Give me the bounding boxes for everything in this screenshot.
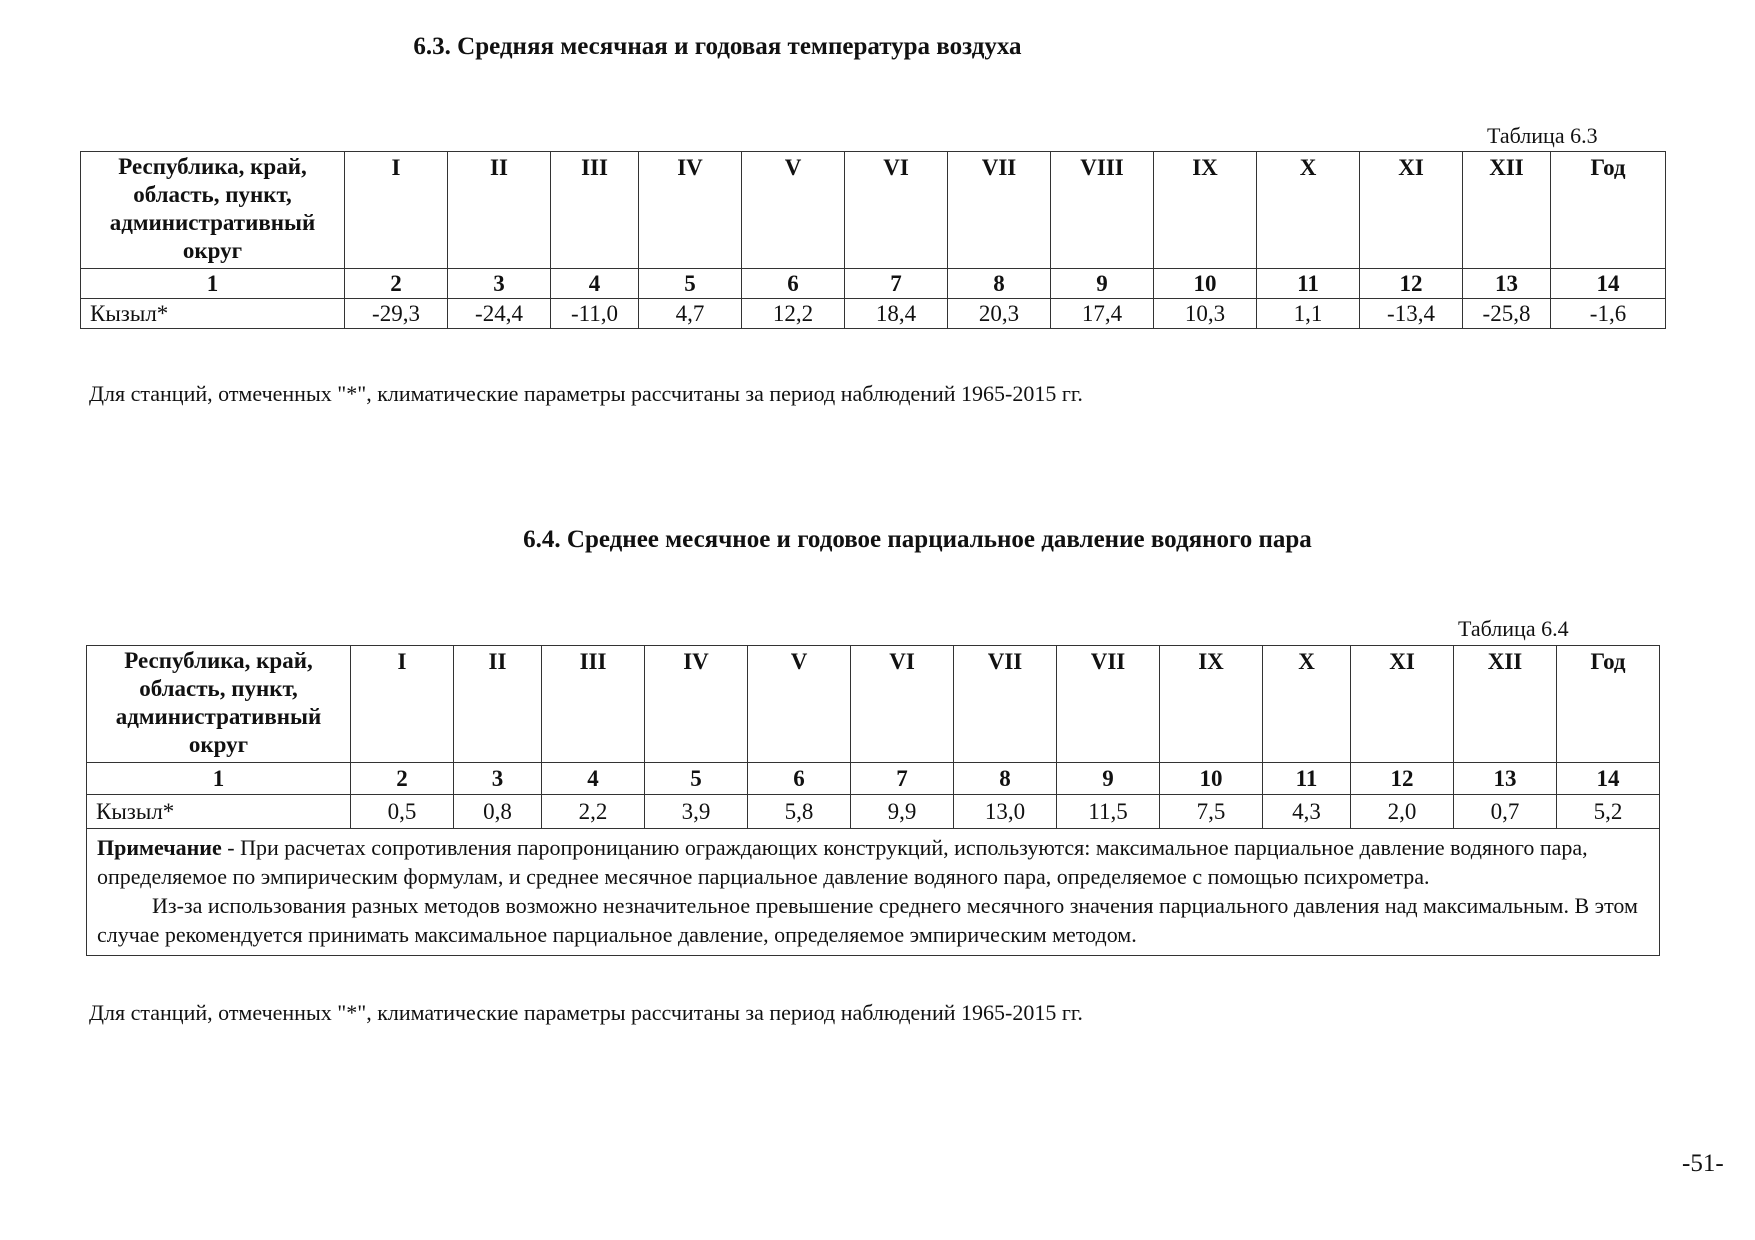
column-number: 1 [81,269,345,299]
table-row [81,299,1666,329]
month-header: VII [1057,646,1160,763]
column-number: 11 [1263,763,1351,795]
column-number: 11 [1257,269,1360,299]
table-cell: -11,0 [551,299,639,329]
table-cell: 4,7 [639,299,742,329]
table-6-3-header-row [81,152,1666,269]
table-cell: 3,9 [645,795,748,829]
region-header: Республика, край, область, пункт, административный округ [87,646,351,763]
table-cell: -13,4 [1360,299,1463,329]
column-number: 14 [1551,269,1666,299]
month-header: XII [1463,152,1551,269]
table-6-4 [86,645,1660,956]
column-number: 2 [345,269,448,299]
table-6-3 [80,151,1666,329]
column-number: 7 [851,763,954,795]
column-number: 4 [551,269,639,299]
column-number: 7 [845,269,948,299]
table-cell: 11,5 [1057,795,1160,829]
month-header: XII [1454,646,1557,763]
column-number: 3 [454,763,542,795]
month-header: III [551,152,639,269]
note-paragraph [97,833,1649,891]
column-number: 12 [1360,269,1463,299]
table-row [87,795,1660,829]
station-name: Кызыл* [81,299,345,329]
month-header: VI [851,646,954,763]
region-header: Республика, край, область, пункт, административный округ [81,152,345,269]
month-header: V [748,646,851,763]
table-cell: 5,8 [748,795,851,829]
month-header: IV [645,646,748,763]
month-header: VIII [1051,152,1154,269]
table-cell: 17,4 [1051,299,1154,329]
table-cell: 2,0 [1351,795,1454,829]
table-cell: 18,4 [845,299,948,329]
column-number: 8 [954,763,1057,795]
month-header: XI [1360,152,1463,269]
section-6-4-title: 6.4. Среднее месячное и годовое парциальное давление водяного пара [523,526,1312,553]
table-cell: 7,5 [1160,795,1263,829]
table-cell: 5,2 [1557,795,1660,829]
table-cell: 0,8 [454,795,542,829]
column-number: 8 [948,269,1051,299]
month-header: XI [1351,646,1454,763]
column-number: 12 [1351,763,1454,795]
note-heading: Примечание [97,835,222,860]
table-cell: 0,5 [351,795,454,829]
month-header: VII [954,646,1057,763]
column-number: 13 [1454,763,1557,795]
table-6-3-label: Таблица 6.3 [1487,123,1598,148]
table-6-4-header-row [87,646,1660,763]
column-number: 6 [742,269,845,299]
column-number: 9 [1051,269,1154,299]
table-cell: -29,3 [345,299,448,329]
column-number: 13 [1463,269,1551,299]
column-number: 5 [645,763,748,795]
table-cell: 12,2 [742,299,845,329]
section-6-4-footnote: Для станций, отмеченных "*", климатические параметры рассчитаны за период наблюдений 1965-2015 гг. [89,1000,1083,1025]
column-number: 3 [448,269,551,299]
month-header: II [448,152,551,269]
section-6-3-title: 6.3. Средняя месячная и годовая температура воздуха [413,33,1022,60]
month-header: I [345,152,448,269]
month-header: III [542,646,645,763]
month-header: VI [845,152,948,269]
table-cell: 1,1 [1257,299,1360,329]
table-6-4-number-row [87,763,1660,795]
table-cell: 0,7 [1454,795,1557,829]
column-number: 2 [351,763,454,795]
table-cell: 20,3 [948,299,1051,329]
column-number: 1 [87,763,351,795]
section-6-3-footnote: Для станций, отмеченных "*", климатические параметры рассчитаны за период наблюдений 1965-2015 гг. [89,381,1083,406]
column-number: 10 [1154,269,1257,299]
table-cell: 9,9 [851,795,954,829]
month-header: IV [639,152,742,269]
table-cell: 4,3 [1263,795,1351,829]
note-paragraph-2: Из-за использования разных методов возможно незначительное превышение среднего месячного значения парциального давления над максимальным. В этом случае рекомендуется принимать максимальное парциальное давление, определяемое эмпирическим методом. [97,893,1638,947]
note-text: - При расчетах сопротивления паропроницанию ограждающих конструкций, используются: максимальное парциальное давление водяного пара, определяемое по эмпирическим формулам, и среднее месячное парциальное давление водяного пара, определяемое с помощью психрометра. [97,835,1588,889]
table-cell: -24,4 [448,299,551,329]
month-header: I [351,646,454,763]
month-header: IX [1160,646,1263,763]
table-6-4-note-row [87,829,1660,956]
year-header: Год [1557,646,1660,763]
month-header: IX [1154,152,1257,269]
column-number: 10 [1160,763,1263,795]
table-note [87,829,1660,956]
table-cell: 10,3 [1154,299,1257,329]
month-header: II [454,646,542,763]
month-header: X [1257,152,1360,269]
column-number: 14 [1557,763,1660,795]
column-number: 4 [542,763,645,795]
column-number: 5 [639,269,742,299]
year-header: Год [1551,152,1666,269]
table-cell: 2,2 [542,795,645,829]
month-header: VII [948,152,1051,269]
month-header: V [742,152,845,269]
table-cell: -25,8 [1463,299,1551,329]
table-6-4-label: Таблица 6.4 [1458,616,1569,641]
page-number: -51- [1682,1150,1724,1177]
table-cell: 13,0 [954,795,1057,829]
month-header: X [1263,646,1351,763]
table-cell: -1,6 [1551,299,1666,329]
column-number: 9 [1057,763,1160,795]
column-number: 6 [748,763,851,795]
table-6-3-number-row [81,269,1666,299]
station-name: Кызыл* [87,795,351,829]
